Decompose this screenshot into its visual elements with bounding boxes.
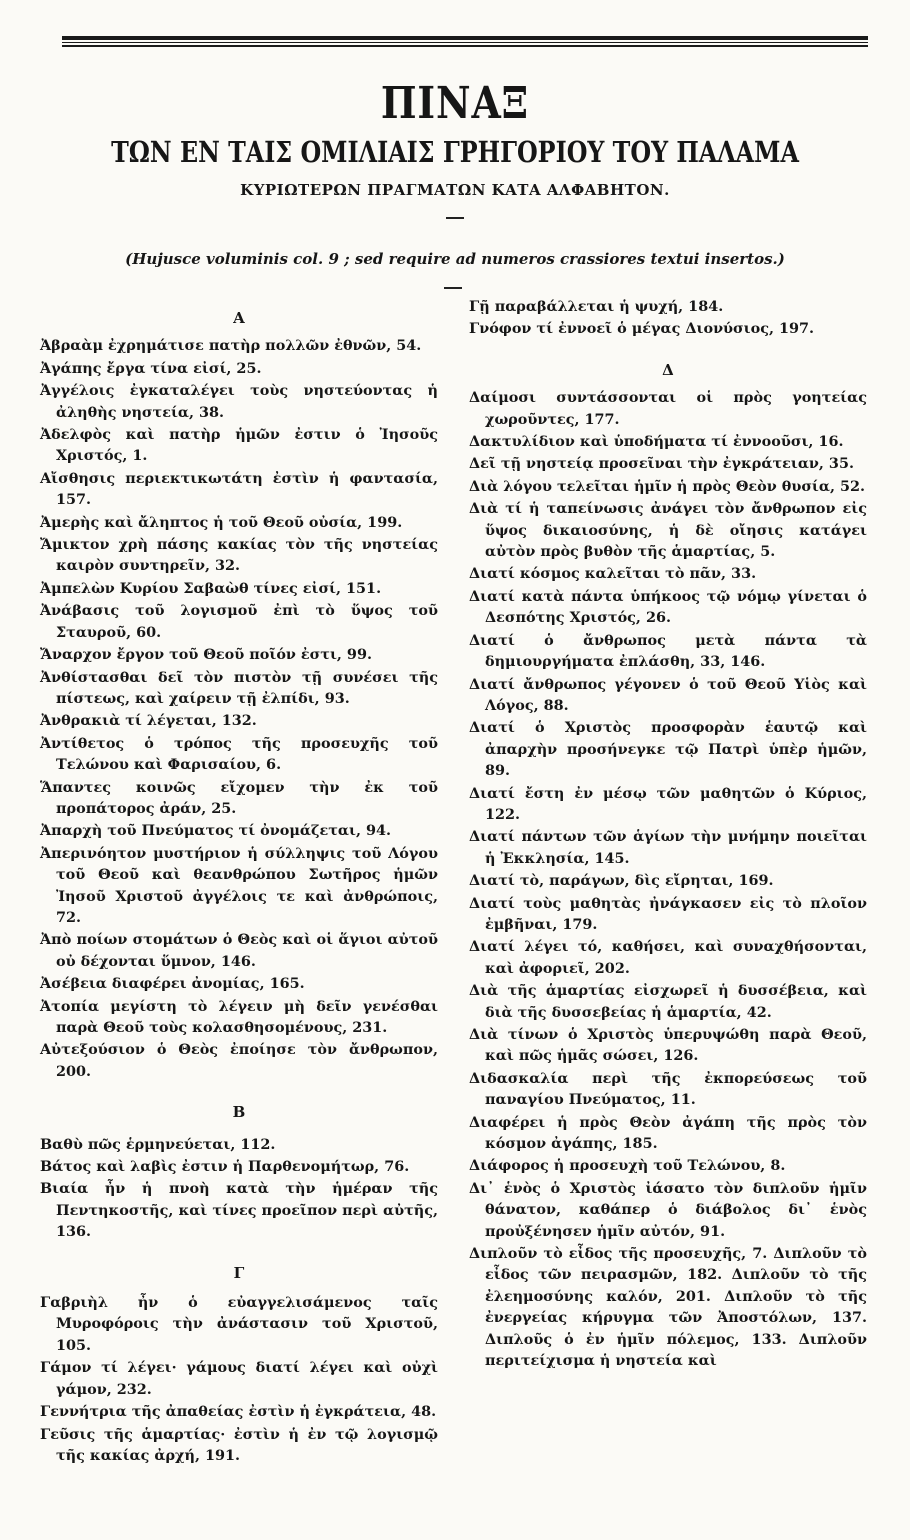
- index-entry: Ἀπαρχὴ τοῦ Πνεύματος τί ὀνομάζεται, 94.: [40, 822, 392, 840]
- section-letter-gamma: Γ: [233, 1263, 245, 1282]
- top-rule-thick: [62, 36, 868, 40]
- index-entry: Ἀμερὴς καὶ ἄληπτος ἡ τοῦ Θεοῦ οὐσία, 199.: [40, 513, 403, 531]
- index-entry: Διὰ λόγου τελεῖται ἡμῖν ἡ πρὸς Θεὸν θυσία, 52.: [469, 477, 866, 495]
- top-rule-medium: [62, 45, 868, 47]
- index-entry: Γεῦσις τῆς ἁμαρτίας· ἐστὶν ἡ ἐν τῷ λογισμῷ τῆς κακίας ἀρχή, 191.: [40, 1425, 438, 1464]
- index-entry: Ἀντίθετος ὁ τρόπος τῆς προσευχῆς τοῦ Τελώνου καὶ Φαρισαίου, 6.: [40, 734, 438, 774]
- index-entry: Γῇ παραβάλλεται ἡ ψυχή, 184.: [469, 298, 724, 315]
- index-entry: Διατί πάντων τῶν ἁγίων τὴν μνήμην ποιεῖται ἡ Ἐκκλησία, 145.: [469, 828, 867, 867]
- index-entry: Διατί τοὺς μαθητὰς ἠνάγκασεν εἰς τὸ πλοῖον ἐμβῆναι, 179.: [469, 894, 867, 933]
- index-entry: Ἅπαντες κοινῶς εἴχομεν τὴν ἐκ τοῦ προπάτορος ἀράν, 25.: [40, 778, 438, 817]
- index-entry: Ἀνάβασις τοῦ λογισμοῦ ἐπὶ τὸ ὕψος τοῦ Σταυροῦ, 60.: [40, 602, 438, 641]
- index-entry: Ἀγγέλοις ἐγκαταλέγει τοὺς νηστεύοντας ἡ ἀληθὴς νηστεία, 38.: [40, 382, 438, 421]
- index-entry: Διατί ὁ ἄνθρωπος μετὰ πάντα τὰ δημιουργήματα ἐπλάσθη, 33, 146.: [469, 631, 867, 671]
- section-letter-alpha: Α: [233, 309, 245, 327]
- index-entry: Δακτυλίδιον καὶ ὑποδήματα τί ἐννοοῦσι, 16.: [469, 433, 844, 451]
- index-entry: Δεῖ τῇ νηστείᾳ προσεῖναι τὴν ἐγκράτειαν, 35.: [469, 455, 854, 473]
- index-entry: Βιαία ἦν ἡ πνοὴ κατὰ τὴν ἡμέραν τῆς Πεντηκοστῆς, καὶ τίνες προεῖπον περὶ αὐτῆς, 136.: [40, 1180, 438, 1241]
- index-entry: Διατί ὁ Χριστὸς προσφορὰν ἑαυτῷ καὶ ἀπαρχὴν προσήνεγκε τῷ Πατρὶ ὑπὲρ ἡμῶν, 89.: [469, 719, 867, 780]
- index-entry: Διὰ τῆς ἁμαρτίας εἰσχωρεῖ ἡ δυσσέβεια, καὶ διὰ τῆς δυσσεβείας ἡ ἁμαρτία, 42.: [469, 982, 867, 1021]
- page-title: ΠΙΝΑΞ: [380, 78, 530, 129]
- index-entry: Ἀδελφὸς καὶ πατὴρ ἡμῶν ἐστιν ὁ Ἰησοῦς Χριστός, 1.: [40, 426, 438, 465]
- index-entry: Γάμον τί λέγει· γάμους διατί λέγει καὶ οὐχὶ γάμον, 232.: [40, 1359, 438, 1398]
- section-letter-beta: Β: [232, 1103, 246, 1122]
- index-entry: Ἀτοπία μεγίστη τὸ λέγειν μὴ δεῖν γενέσθαι παρὰ Θεοῦ τοὺς κολασθησομένους, 231.: [40, 997, 438, 1036]
- index-entry: Διὰ τίνων ὁ Χριστὸς ὑπερυψώθη παρὰ Θεοῦ, καὶ πῶς ἡμᾶς σώσει, 126.: [469, 1026, 867, 1065]
- index-entry: Διδασκαλία περὶ τῆς ἐκπορεύσεως τοῦ παναγίου Πνεύματος, 11.: [469, 1069, 867, 1109]
- section-letter-delta: Δ: [662, 360, 674, 379]
- note-dash: [444, 287, 462, 289]
- title-dash: [446, 217, 464, 219]
- index-entry: Ἀνθίστασθαι δεῖ τὸν πιστὸν τῇ συνέσει τῆς πίστεως, καὶ χαίρειν τῇ ἐλπίδι, 93.: [40, 668, 438, 707]
- index-entry: Ἀμπελὼν Κυρίου Σαβαὼθ τίνες εἰσί, 151.: [40, 579, 382, 597]
- index-entry: Διατί ἄνθρωπος γέγονεν ὁ τοῦ Θεοῦ Υἱὸς καὶ Λόγος, 88.: [469, 675, 867, 714]
- index-entry: Ἄμικτον χρὴ πάσης κακίας τὸν τῆς νηστείας καιρὸν συντηρεῖν, 32.: [40, 536, 438, 575]
- index-entry: Διατί λέγει τό, καθήσει, καὶ συναχθήσονται, καὶ ἀφοριεῖ, 202.: [469, 938, 867, 977]
- index-entry: Δι᾿ ἑνὸς ὁ Χριστὸς ἰάσατο τὸν διπλοῦν ἡμῖν θάνατον, καθάπερ ὁ διάβολος δι᾿ ἑνὸς προὐξένησεν ἡμῖν αὐτόν, 91.: [469, 1179, 867, 1240]
- index-entry: Γνόφον τί ἐννοεῖ ὁ μέγας Διονύσιος, 197.: [469, 320, 815, 338]
- index-entry: Ἀγάπης ἔργα τίνα εἰσί, 25.: [40, 359, 262, 377]
- index-entry: Διαφέρει ἡ πρὸς Θεὸν ἀγάπη τῆς πρὸς τὸν κόσμον ἀγάπης, 185.: [469, 1113, 867, 1153]
- index-entry: Αὐτεξούσιον ὁ Θεὸς ἐποίησε τὸν ἄνθρωπον, 200.: [40, 1041, 438, 1080]
- index-entry: Ἀσέβεια διαφέρει ἀνομίας, 165.: [40, 975, 305, 993]
- index-entry: Διατί τὸ, παράγων, δὶς εἴρηται, 169.: [469, 872, 774, 890]
- index-entry: Διατί κόσμος καλεῖται τὸ πᾶν, 33.: [469, 565, 757, 583]
- index-entry: Γαβριὴλ ἦν ὁ εὐαγγελισάμενος ταῖς Μυροφόροις τὴν ἀνάστασιν τοῦ Χριστοῦ, 105.: [40, 1294, 438, 1354]
- index-entry: Βαθὺ πῶς ἑρμηνεύεται, 112.: [40, 1135, 276, 1153]
- left-column: [40, 296, 438, 1467]
- index-entry: Ἀβραὰμ ἐχρημάτισε πατὴρ πολλῶν ἐθνῶν, 54.: [40, 337, 422, 355]
- index-entry: Ἀπὸ ποίων στομάτων ὁ Θεὸς καὶ οἱ ἅγιοι αὐτοῦ οὐ δέχονται ὕμνον, 146.: [40, 931, 438, 970]
- index-entry: Ἄναρχον ἔργον τοῦ Θεοῦ ποῖόν ἐστι, 99.: [40, 646, 372, 664]
- index-entry: Διατί ἔστη ἐν μέσῳ τῶν μαθητῶν ὁ Κύριος, 122.: [469, 784, 867, 823]
- index-entry: Αἴσθησις περιεκτικωτάτη ἐστὶν ἡ φαντασία, 157.: [40, 469, 438, 509]
- page-subtitle: ΤΩΝ ΕΝ ΤΑΙΣ ΟΜΙΛΙΑΙΣ ΓΡΗΓΟΡΙΟΥ ΤΟΥ ΠΑΛΑΜΑ: [111, 135, 799, 169]
- top-rule-thin: [62, 42, 868, 43]
- index-entry: Δαίμοσι συντάσσονται οἱ πρὸς γοητείας χωροῦντες, 177.: [469, 389, 867, 428]
- index-entry: Γεννήτρια τῆς ἀπαθείας ἐστὶν ἡ ἐγκράτεια, 48.: [40, 1403, 437, 1421]
- index-entry: Ἀνθρακιὰ τί λέγεται, 132.: [40, 712, 257, 730]
- index-entry: Διάφορος ἡ προσευχὴ τοῦ Τελώνου, 8.: [469, 1157, 786, 1175]
- latin-note: (Hujusce voluminis col. 9 ; sed require ad numeros crassiores textui insertos.): [125, 250, 785, 268]
- right-column: [469, 296, 867, 1373]
- index-entry: Διατί κατὰ πάντα ὑπήκοος τῷ νόμῳ γίνεται ὁ Δεσπότης Χριστός, 26.: [469, 587, 867, 627]
- page-subtitle-secondary: ΚΥΡΙΩΤΕΡΩΝ ΠΡΑΓΜΑΤΩΝ ΚΑΤΑ ΑΛΦΑΒΗΤΟΝ.: [240, 181, 670, 199]
- index-entry: Βάτος καὶ λαβὶς ἐστιν ἡ Παρθενομήτωρ, 76.: [40, 1158, 410, 1176]
- index-entry: Διὰ τί ἡ ταπείνωσις ἀνάγει τὸν ἄνθρωπον εἰς ὕψος δικαιοσύνης, ἡ δὲ οἴησις κατάγει αὐτὸν πρὸς βυθὸν τῆς ἁμαρτίας, 5.: [469, 500, 867, 561]
- index-entry: Διπλοῦν τὸ εἶδος τῆς προσευχῆς, 7. Διπλοῦν τὸ εἶδος τῶν πειρασμῶν, 182. Διπλοῦν τὸ τῆς ἐλεημοσύνης καλόν, 201. Διπλοῦν τὸ τῆς ἐνεργείας κήρυγμα τῶν Ἀποστόλων, 137. Διπλοῦς ὁ ἐν ἡμῖν πόλεμος, 133. Διπλοῦν περιτείχισμα ἡ νηστεία καὶ: [469, 1245, 867, 1370]
- index-entry: Ἀπερινόητον μυστήριον ἡ σύλληψις τοῦ Λόγου τοῦ Θεοῦ καὶ θεανθρώπου Σωτῆρος ἡμῶν Ἰησοῦ Χριστοῦ ἀγγέλοις τε καὶ ἀνθρώποις, 72.: [40, 844, 438, 926]
